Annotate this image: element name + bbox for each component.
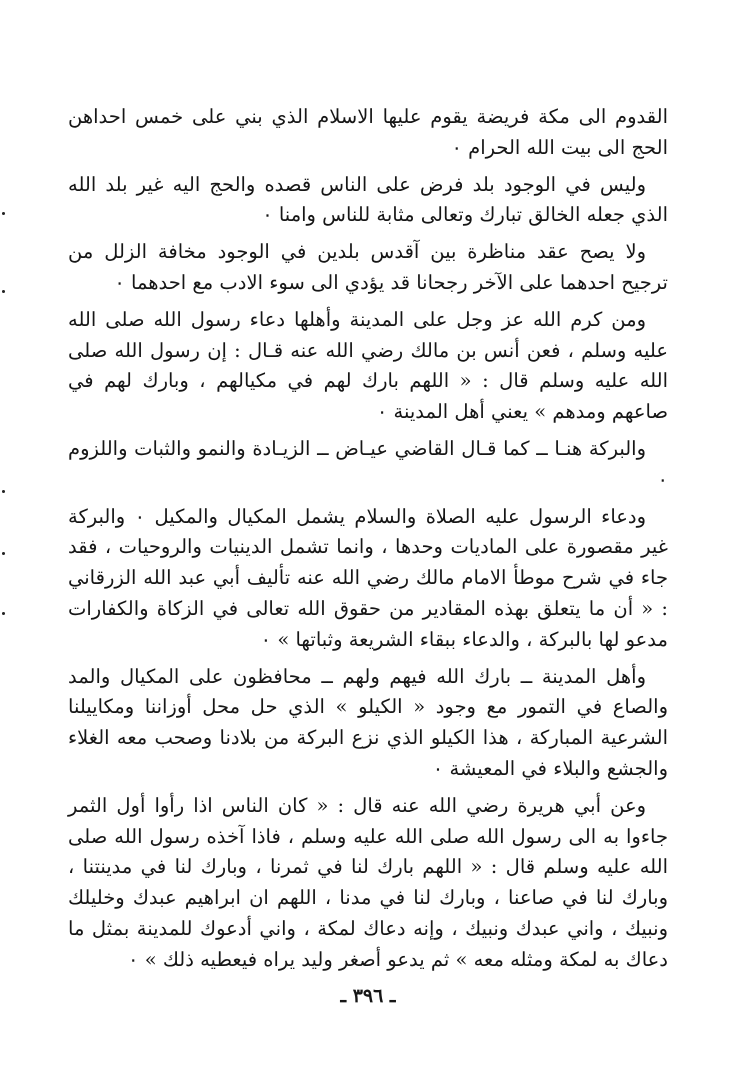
margin-dot xyxy=(2,290,5,293)
margin-dot xyxy=(2,212,5,215)
paragraph-1: القدوم الى مكة فريضة يقوم عليها الاسلام الذي بني على خمس احداهن الحج الى بيت الله الحرام ٠ xyxy=(68,105,668,159)
paragraph-5: والبركة هنـا ــ كما قـال القاضي عيـاض ــ الزيـادة والنمو والثبات واللزوم ٠ xyxy=(68,436,668,491)
page-number: ـ ٣٩٦ ـ xyxy=(340,985,396,1007)
paragraph-3: ولا يصح عقد مناظرة بين آقدس بلدين في الوجود مخافة الزلل من ترجيح احدهما على الآخر رجحانا قد يؤدي الى سوء الادب مع احدهما ٠ xyxy=(68,240,668,294)
margin-dot xyxy=(2,490,5,493)
margin-dot xyxy=(2,552,5,555)
margin-dot xyxy=(2,612,5,615)
body-text xyxy=(68,102,668,982)
paragraph-8: وعن أبي هريرة رضي الله عنه قال : « كان الناس اذا رأوا أول الثمر جاءوا به الى رسول الله صلى الله عليه وسلم ، فاذا آخذه رسول الله صلى الله عليه وسلم قال : « اللهم بارك لنا في ثمرنا ، وبارك لنا في مدينتنا ، وبارك لنا في صاعنا ، وبارك لنا في مدنا ، اللهم ان ابراهيم عبدك وخليلك ونبيك ، واني عبدك ونبيك ، وإنه دعاك لمكة ، واني أدعوك للمدينة بمثل ما دعاك به لمكة ومثله معه » ثم يدعو أصغر وليد يراه فيعطيه ذلك » ٠ xyxy=(68,793,668,971)
paragraph-4: ومن كرم الله عز وجل على المدينة وأهلها دعاء رسول الله صلى الله عليه وسلم ، فعن أنس بن مالك رضي الله عنه قـال : إن رسول الله صلى الله عليه وسلم قال : « اللهم بارك لهم في مكيالهم ، وبارك لهم في صاعهم ومدهم » يعني أهل المدينة ٠ xyxy=(68,307,668,424)
paragraph-7: وأهل المدينة ــ بارك الله فيهم ولهم ــ محافظون على المكيال والمد والصاع في التمور مع وجود « الكيلو » الذي حل محل أوزاننا ومكاييلنا الشرعية المباركة ، هذا الكيلو الذي نزع البركة من بلادنا وصحب معه الغلاء والجشع والبلاء في المعيشة ٠ xyxy=(68,664,668,780)
paragraph-6: ودعاء الرسول عليه الصلاة والسلام يشمل المكيال والمكيل ٠ والبركة غير مقصورة على الماديات وحدها ، وانما تشمل الدينيات والروحيات ، فقد جاء في شرح موطأ الامام مالك رضي الله عنه تأليف أبي عبد الله الزرقاني : « أن ما يتعلق بهذه المقادير من حقوق الله تعالى في الزكاة والكفارات مدعو لها بالبركة ، والدعاء ببقاء الشريعة وثباتها » ٠ xyxy=(68,504,668,651)
paragraph-2: وليس في الوجود بلد فرض على الناس قصده والحج اليه غير بلد الله الذي جعله الخالق تبارك وتعالى مثابة للناس وامنا ٠ xyxy=(68,172,668,227)
